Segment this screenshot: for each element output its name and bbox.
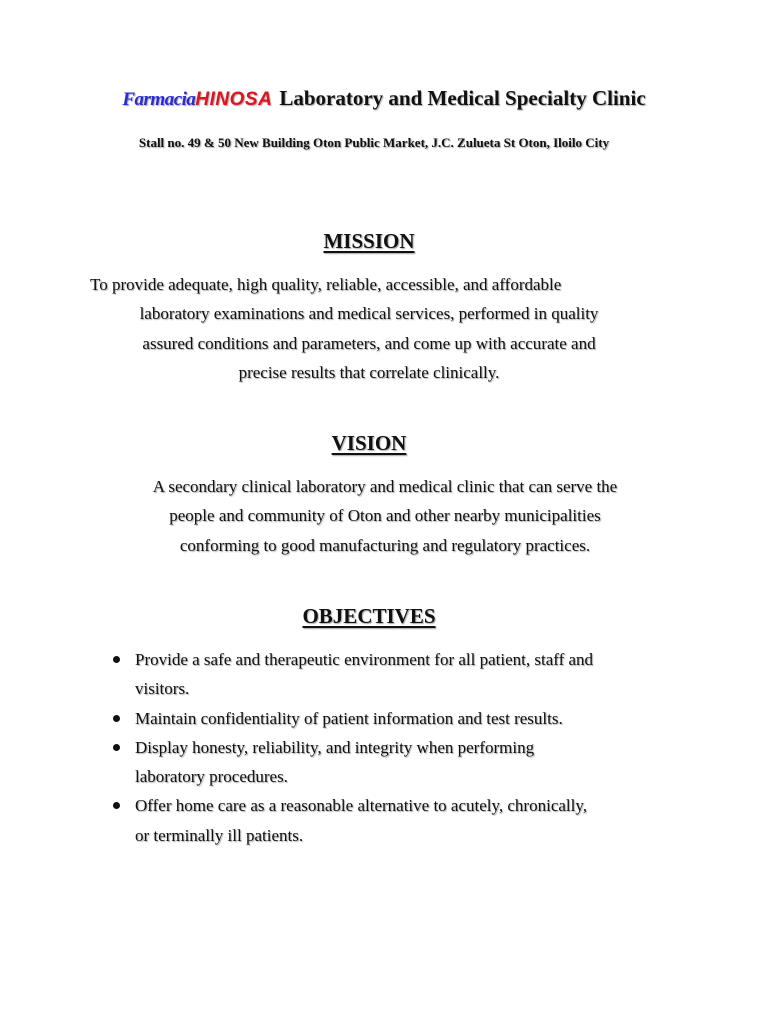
brand-hinosa: HINOSA <box>195 89 273 110</box>
objectives-heading: OBJECTIVES <box>302 604 436 628</box>
vision-heading: VISION <box>331 431 407 455</box>
bullet-icon <box>113 656 120 663</box>
objective-line: laboratory procedures. <box>135 767 288 787</box>
objectives-list <box>108 645 708 850</box>
objective-line: or terminally ill patients. <box>135 825 304 845</box>
clinic-address: Stall no. 49 & 50 New Building Oton Public Market, J.C. Zulueta St Oton, Iloilo City <box>138 135 610 150</box>
vision-line: conforming to good manufacturing and regulatory practices. <box>179 535 591 555</box>
list-item <box>108 791 708 850</box>
bullet-icon <box>113 802 120 809</box>
objective-line: Display honesty, reliability, and integrity when performing <box>135 737 535 757</box>
objective-line: Maintain confidentiality of patient information and test results. <box>135 708 563 728</box>
mission-line: assured conditions and parameters, and come up with accurate and <box>142 333 596 353</box>
mission-line: laboratory examinations and medical services, performed in quality <box>139 304 599 324</box>
brand-farmacia: Farmacia <box>122 89 196 110</box>
mission-line: To provide adequate, high quality, reliable, accessible, and affordable <box>90 275 562 294</box>
list-item <box>108 733 708 792</box>
list-item <box>108 704 708 733</box>
bullet-icon <box>113 744 120 751</box>
clinic-name: Laboratory and Medical Specialty Clinic <box>279 86 646 110</box>
vision-text <box>0 472 768 560</box>
list-item <box>108 645 708 704</box>
vision-line: people and community of Oton and other nearby municipalities <box>169 506 601 526</box>
vision-line: A secondary clinical laboratory and medical clinic that can serve the <box>152 477 618 496</box>
objective-line: visitors. <box>135 679 190 699</box>
objective-line: Offer home care as a reasonable alternative to acutely, chronically, <box>135 796 588 816</box>
bullet-icon <box>113 715 120 722</box>
mission-text <box>0 270 738 387</box>
objective-line: Provide a safe and therapeutic environment for all patient, staff and <box>135 650 594 669</box>
mission-line: precise results that correlate clinically. <box>238 362 500 382</box>
letterhead <box>0 86 768 111</box>
mission-heading: MISSION <box>323 229 415 253</box>
